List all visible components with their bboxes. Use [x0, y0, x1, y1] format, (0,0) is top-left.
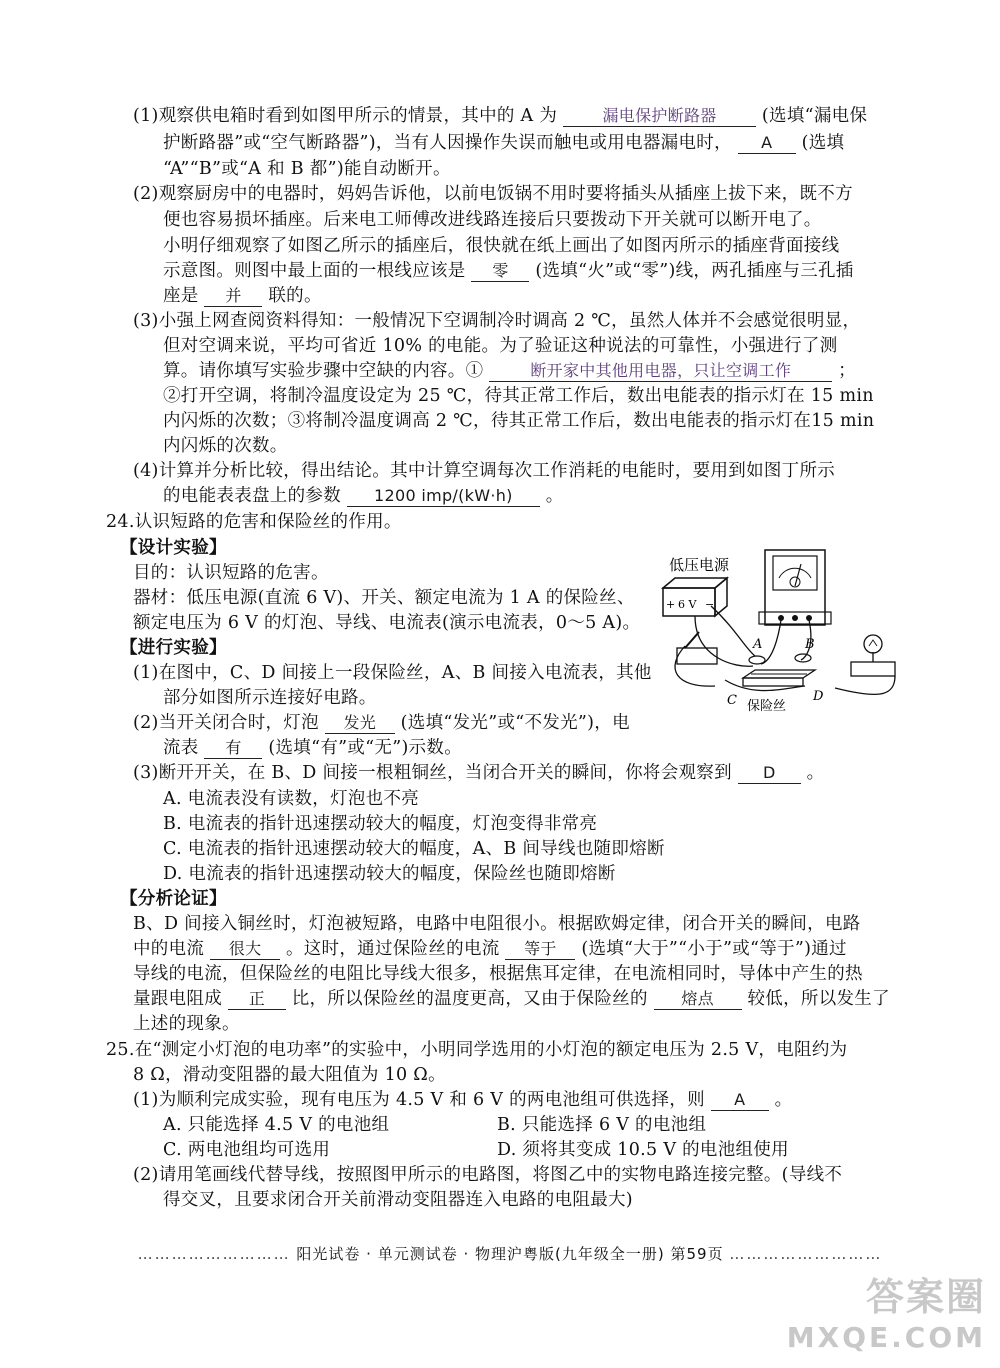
q24-purpose: 目的：认识短路的危害。 — [133, 563, 329, 583]
wires — [675, 606, 895, 694]
q25-part2-line1: (2)请用笔画线代替导线，按照图甲所示的电路图，将图乙中的实物电路连接完整。(导线不 — [133, 1165, 843, 1185]
q24-step2-line1 — [133, 711, 630, 735]
text: (选填“发光”或“不发光”)，电 — [400, 713, 630, 733]
q23-part1-line2 — [163, 131, 844, 155]
text: (选填“火”或“零”)线，两孔插座与三孔插 — [535, 261, 854, 281]
page-number: 第59页 — [670, 1245, 724, 1263]
text: (1)为顺利完成实验，现有电压为 4.5 V 和 6 V 的两电池组可供选择，则 — [133, 1090, 705, 1110]
figure-label-voltage: 6 V — [678, 598, 697, 611]
answer-blank: 1200 imp/(kW·h) — [347, 486, 540, 507]
text: ； — [838, 361, 856, 381]
q23-part1-line3: “A”“B”或“A 和 B 都”)能自动断开。 — [163, 159, 451, 179]
q24-option-c: C. 电流表的指针迅速摆动较大的幅度，A、B 间导线也随即熔断 — [163, 839, 665, 859]
svg-text:−: − — [705, 598, 715, 611]
section-heading: 【设计实验】 — [120, 538, 227, 558]
q23-part1-line1 — [133, 104, 867, 128]
answer-blank: 熔点 — [654, 989, 742, 1010]
power-supply-icon — [663, 578, 727, 616]
figure-label-d: D — [813, 689, 824, 704]
answer-blank: A — [738, 133, 796, 154]
q23-part3-line3 — [163, 359, 856, 383]
q23-part2-line2: 便也容易损坏插座。后来电工师傅改进线路连接后只要拨动下开关就可以断开电了。 — [163, 210, 822, 230]
q23-part4-line1: (4)计算并分析比较，得出结论。其中计算空调每次工作消耗的电能时，要用到如图丁所示 — [133, 461, 836, 481]
q23-part2-line1: (2)观察厨房中的电器时，妈妈告诉他，以前电饭锅不用时要将插头从插座上拔下来，既不方 — [133, 184, 853, 204]
section-heading: 【分析论证】 — [120, 889, 227, 909]
footer-dots-right: ……………………… — [729, 1245, 883, 1263]
q24-analysis-line2 — [133, 937, 847, 961]
q24-analysis-line5: 上述的现象。 — [133, 1014, 240, 1034]
q25-option-b: B. 只能选择 6 V 的电池组 — [497, 1115, 707, 1135]
q24-analysis-line1: B、D 间接入铜丝时，灯泡被短路，电路中电阻很小。根据欧姆定律，闭合开关的瞬间，电路 — [133, 914, 861, 934]
q24-step2-line2 — [163, 736, 462, 760]
text: 较低，所以发生了 — [747, 989, 890, 1009]
figure-label-power-supply: 低压电源 — [669, 556, 730, 574]
text: 中的电流 — [133, 939, 205, 959]
q25-option-a: A. 只能选择 4.5 V 的电池组 — [163, 1115, 390, 1135]
circuit-figure — [655, 548, 955, 738]
q24-option-a: A. 电流表没有读数，灯泡也不亮 — [163, 789, 420, 809]
text: 的电能表表盘上的参数 — [163, 486, 341, 506]
figure-label-c: C — [727, 693, 737, 708]
text: (选填 — [801, 133, 845, 153]
q25-stem-line2: 8 Ω，滑动变阻器的最大阻值为 10 Ω。 — [133, 1065, 446, 1085]
text: (3)断开开关，在 B、D 间接一根粗铜丝，当闭合开关的瞬间，你将会观察到 — [133, 763, 732, 783]
q23-part3-line2: 但对空调来说，平均可省近 10% 的电能。为了验证这种说法的可靠性，小强进行了测 — [163, 336, 838, 356]
text: 。 — [545, 486, 564, 506]
answer-blank: 很大 — [210, 939, 280, 960]
text: 量跟电阻成 — [133, 989, 222, 1009]
connector-a-icon — [749, 656, 765, 664]
watermark-text: 答案圈 — [865, 1275, 986, 1319]
answer-blank: 漏电保护断路器 — [563, 106, 756, 127]
text: (2)当开关闭合时，灯泡 — [133, 713, 319, 733]
watermark-url: MXQE.COM — [786, 1321, 986, 1354]
text: 流表 — [163, 738, 199, 758]
text: 座是 — [163, 286, 199, 306]
watermark-logo — [787, 1266, 986, 1354]
q24-step1-line1: (1)在图中，C、D 间接上一段保险丝，A、B 间接入电流表，其他 — [133, 663, 652, 683]
text: 。 — [806, 763, 825, 783]
text: 示意图。则图中最上面的一根线应该是 — [163, 261, 466, 281]
text: (选填“大于”“小于”或“等于”)通过 — [581, 939, 847, 959]
q24-step1-line2: 部分如图所示连接好电路。 — [163, 688, 377, 708]
text: 联的。 — [268, 286, 322, 306]
text: 算。请你填写实验步骤中空缺的内容。① — [163, 361, 484, 381]
q24-equipment-line2: 额定电压为 6 V 的灯泡、导线、电流表(演示电流表，0～5 A)。 — [133, 613, 641, 633]
text: (选填“漏电保 — [761, 106, 868, 126]
text: 。这时，通过保险丝的电流 — [285, 939, 500, 959]
answer-blank: D — [738, 763, 801, 784]
page-footer — [120, 1243, 900, 1264]
answer-blank: 有 — [204, 738, 262, 759]
text: 护断路器”或“空气断路器”)，当有人因操作失误而触电或用电器漏电时， — [163, 133, 732, 153]
q23-part3-line4: ②打开空调，将制冷温度设定为 25 ℃，待其正常工作后，数出电能表的指示灯在 15 min — [163, 386, 874, 406]
fuse-holder-icon — [743, 670, 815, 686]
q25-option-c: C. 两电池组均可选用 — [163, 1140, 331, 1160]
q24-title: 24.认识短路的危害和保险丝的作用。 — [106, 512, 402, 532]
q25-part2-line2: 得交叉，且要求闭合开关前滑动变阻器连入电路的电阻最大) — [163, 1190, 633, 1210]
footer-dots-left: ……………………… — [137, 1245, 291, 1263]
bulb-icon — [851, 635, 895, 676]
text: 比，所以保险丝的温度更高，又由于保险丝的 — [291, 989, 648, 1009]
q23-part3-line1: (3)小强上网查阅资料得知：一般情况下空调制冷时调高 2 ℃，虽然人体并不会感觉很明显， — [133, 311, 861, 331]
q23-part3-line5: 内闪烁的次数；③将制冷温度调高 2 ℃，待其正常工作后，数出电能表的指示灯在15 min — [163, 411, 875, 431]
svg-text:+: + — [666, 598, 676, 611]
q24-equipment-line1: 器材：低压电源(直流 6 V)、开关、额定电流为 1 A 的保险丝、 — [133, 588, 635, 608]
q23-part4-line2 — [163, 484, 564, 508]
figure-label-b: B — [805, 637, 815, 652]
q23-part2-line4 — [163, 259, 854, 283]
q25-part1 — [133, 1088, 792, 1112]
q23-part2-line3: 小明仔细观察了如图乙所示的插座后，很快就在纸上画出了如图丙所示的插座背面接线 — [163, 236, 840, 256]
q23-part3-line6: 内闪烁的次数。 — [163, 436, 288, 456]
figure-label-a: A — [753, 637, 763, 652]
answer-blank: 等于 — [505, 939, 575, 960]
answer-blank: A — [711, 1090, 769, 1111]
q25-stem-line1: 25.在“测定小灯泡的电功率”的实验中，小明同学选用的小灯泡的额定电压为 2.5 V，电阻约为 — [106, 1040, 848, 1060]
answer-blank: 断开家中其他用电器，只让空调工作 — [489, 361, 832, 382]
section-heading: 【进行实验】 — [120, 638, 227, 658]
answer-blank: 零 — [471, 261, 529, 282]
ammeter-icon — [759, 550, 831, 625]
text: (1)观察供电箱时看到如图甲所示的情景，其中的 A 为 — [133, 106, 558, 126]
q24-step3-line1 — [133, 761, 824, 785]
switch-icon — [677, 632, 717, 664]
text: (选填“有”或“无”)示数。 — [268, 738, 462, 758]
q24-analysis-line4 — [133, 987, 890, 1011]
footer-title: 阳光试卷 · 单元测试卷 · 物理沪粤版(九年级全一册) — [296, 1245, 665, 1263]
q24-option-d: D. 电流表的指针迅速摆动较大的幅度，保险丝也随即熔断 — [163, 864, 616, 884]
figure-label-fuse: 保险丝 — [747, 699, 787, 714]
q23-part2-line5 — [163, 284, 322, 308]
q24-option-b: B. 电流表的指针迅速摆动较大的幅度，灯泡变得非常亮 — [163, 814, 598, 834]
answer-blank: 并 — [204, 286, 262, 307]
answer-blank: 发光 — [325, 713, 395, 734]
q25-option-d: D. 须将其变成 10.5 V 的电池组使用 — [497, 1140, 789, 1160]
q24-analysis-line3: 导线的电流，但保险丝的电阻比导线大很多，根据焦耳定律，在电流相同时，导体中产生的热 — [133, 964, 863, 984]
answer-blank: 正 — [228, 989, 286, 1010]
text: 。 — [774, 1090, 793, 1110]
